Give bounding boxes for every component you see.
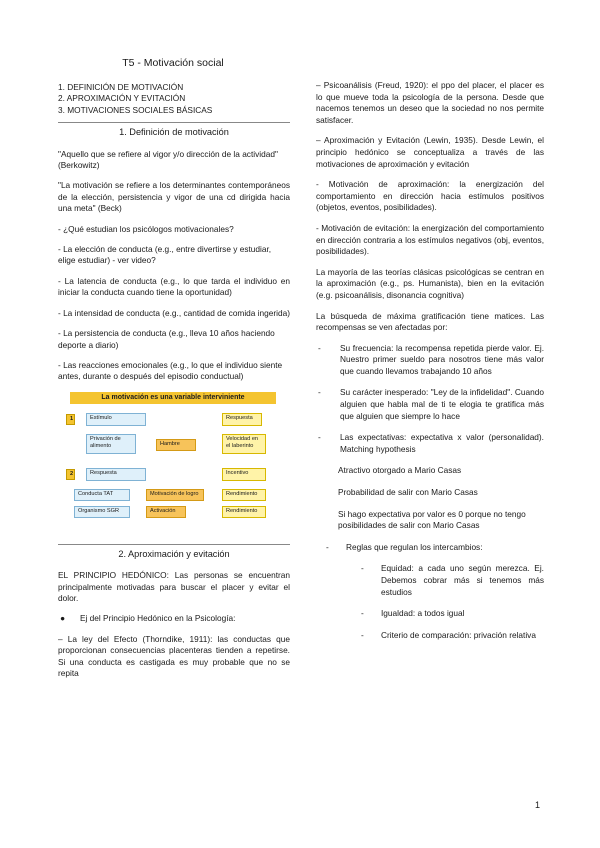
diagram-number: 2 — [66, 469, 75, 480]
paragraph-intensidad: - La intensidad de conducta (e.g., cantidad de comida ingerida) — [58, 307, 291, 318]
list-item — [316, 387, 544, 422]
ley-del-efecto: – La ley del Efecto (Thorndike, 1911): las conductas que proporcionan consecuencias placenteras tienden a repetirse. Si una conducta es castigada es muy probable que no se repita — [58, 633, 290, 678]
bullet-text: Ej del Principio Hedónico en la Psicología: — [80, 613, 236, 624]
paragraph-persistencia: - La persistencia de conducta (e.g., lleva 10 años haciendo deporte a diario) — [58, 328, 275, 350]
dash-marker: - — [318, 387, 321, 398]
list-item — [316, 432, 544, 455]
dash-marker: - — [326, 541, 329, 552]
paragraph-motivacion-evitacion: - Motivación de evitación: la energización del comportamiento en dirección contraria a los estímulos negativos (obj, eventos, posibilidades). — [316, 222, 544, 257]
diagram-box-estimulo: Estímulo — [86, 413, 146, 426]
diagram-header: La motivación es una variable interviniente — [70, 392, 276, 404]
quote-beck: "La motivación se refiere a los determinantes contemporáneos de la elección, persistencia y vigor de una cd dirigida hacia una meta" (Beck) — [58, 180, 290, 214]
diagram-box-privacion: Privación de alimento — [86, 434, 136, 454]
paragraph-psicoanalisis: – Psicoanálisis (Freud, 1920): el ppo del placer, el placer es lo que mueve toda la psicología de la persona. Desde que nacemos tenemos un deseo que la sociedad no nos permite satisfacer. — [316, 80, 544, 125]
right-column — [316, 80, 544, 651]
left-column — [58, 82, 290, 688]
list-item-text: Igualdad: a todos igual — [381, 608, 465, 619]
list-item-text: Criterio de comparación: privación relativa — [381, 629, 536, 640]
diagram-box-organismo: Organismo SGR — [74, 506, 130, 518]
list-item — [316, 343, 544, 378]
dash-marker: - — [361, 629, 364, 640]
paragraph-latencia: - La latencia de conducta (e.g., lo que tarda el individuo en iniciar la conducta cuando tiene la oportunidad) — [58, 275, 290, 298]
list-item-text: Su carácter inesperado: "Ley de la infidelidad". Cuando alguien que habla mal de ti te elogia te gratifica más que alguien que siempre lo hace — [340, 387, 544, 421]
list-item-text: Equidad: a cada uno según merezca. Ej. Debemos cobrar más si tenemos más estudios — [381, 563, 544, 597]
question-paragraph: - ¿Qué estudian los psicólogos motivacionales? — [58, 223, 234, 234]
list-item — [326, 542, 544, 554]
diagram-box-respuesta-left: Respuesta — [86, 468, 146, 481]
diagram-box-conducta-tat: Conducta TAT — [74, 489, 130, 501]
paragraph-reacciones: - Las reacciones emocionales (e.g., lo que el individuo siente antes, durante o después del episodio conductual) — [58, 359, 283, 382]
dash-marker: - — [361, 563, 364, 574]
list-item-text: Su frecuencia: la recompensa repetida pierde valor. Ej. Nuestro primer sueldo para nosotros tiene más valor que cuando llevamos trabajando 10 años — [340, 342, 544, 376]
list-item-text: Reglas que regulan los intercambios: — [346, 541, 483, 552]
paragraph-busqueda: La búsqueda de máxima gratificación tiene matices. Las recompensas se ven afectadas por: — [316, 310, 544, 333]
diagram-box-activacion: Activación — [146, 506, 186, 518]
diagram-box-velocidad: Velocidad en el laberinto — [222, 434, 266, 454]
section-1-heading: 1. Definición de motivación — [119, 127, 229, 138]
diagram-box-respuesta: Respuesta — [222, 413, 262, 426]
diagram-box-hambre: Hambre — [156, 439, 196, 451]
motivation-diagram — [58, 392, 290, 532]
dash-marker: - — [361, 608, 364, 619]
toc-item: 2. APROXIMACIÓN Y EVITACIÓN — [58, 93, 186, 104]
quote-berkowitz: "Aquello que se refiere al vigor y/o dirección de la actividad" (Berkowitz) — [58, 148, 278, 171]
text-si-hago: Si hago expectativa por valor es 0 porque no tengo posibilidades de salir con Mario Casas — [338, 508, 526, 531]
table-of-contents — [58, 82, 290, 116]
bullet-item — [58, 613, 290, 624]
toc-item: 3. MOTIVACIONES SOCIALES BÁSICAS — [58, 104, 213, 115]
page-number: 1 — [534, 800, 540, 810]
diagram-box-incentivo: Incentivo — [222, 468, 266, 481]
toc-item: 1. DEFINICIÓN DE MOTIVACIÓN — [58, 82, 184, 92]
diagram-number: 1 — [66, 414, 75, 425]
divider — [58, 544, 290, 545]
dash-marker: - — [318, 432, 321, 443]
paragraph-eleccion: - La elección de conducta (e.g., entre divertirse y estudiar, elige estudiar) - ver video? — [58, 244, 272, 266]
bullet-icon: ● — [60, 613, 66, 624]
list-item — [361, 563, 544, 598]
list-item — [361, 608, 544, 620]
paragraph-mayoria-teorias: La mayoría de las teorías clásicas psicológicas se centran en la aproximación (e.g., ps. Humanista), bien en la evitación (e.g. psicoanálisis, disonancia cognitiva) — [316, 266, 544, 300]
paragraph-lewin: – Aproximación y Evitación (Lewin, 1935). Desde Lewin, el principio hedónico se conceptualiza a través de las motivaciones de aproximación y evitación — [316, 135, 544, 169]
page-title: T5 - Motivación social — [122, 57, 224, 69]
section-2-heading: 2. Aproximación y evitación — [118, 548, 230, 559]
paragraph-motivacion-aproximacion: - Motivación de aproximación: la energización del comportamiento en dirección hacia estímulos positivos (objetos, eventos, posibilidades). — [316, 179, 544, 213]
text-probabilidad: Probabilidad de salir con Mario Casas — [338, 487, 478, 498]
diagram-box-rendimiento: Rendimiento — [222, 489, 266, 501]
list-item — [361, 630, 544, 642]
principio-hedonico: EL PRINCIPIO HEDÓNICO: Las personas se encuentran principalmente motivadas para buscar el placer y evitar el dolor. — [58, 570, 290, 603]
dash-marker: - — [318, 342, 321, 353]
list-item-text: Las expectativas: expectativa x valor (personalidad). Matching hypothesis — [340, 432, 544, 454]
text-atractivo: Atractivo otorgado a Mario Casas — [338, 465, 462, 476]
diagram-box-motivacion-logro: Motivación de logro — [146, 489, 204, 501]
diagram-box-rendimiento: Rendimiento — [222, 506, 266, 518]
divider — [58, 122, 290, 123]
